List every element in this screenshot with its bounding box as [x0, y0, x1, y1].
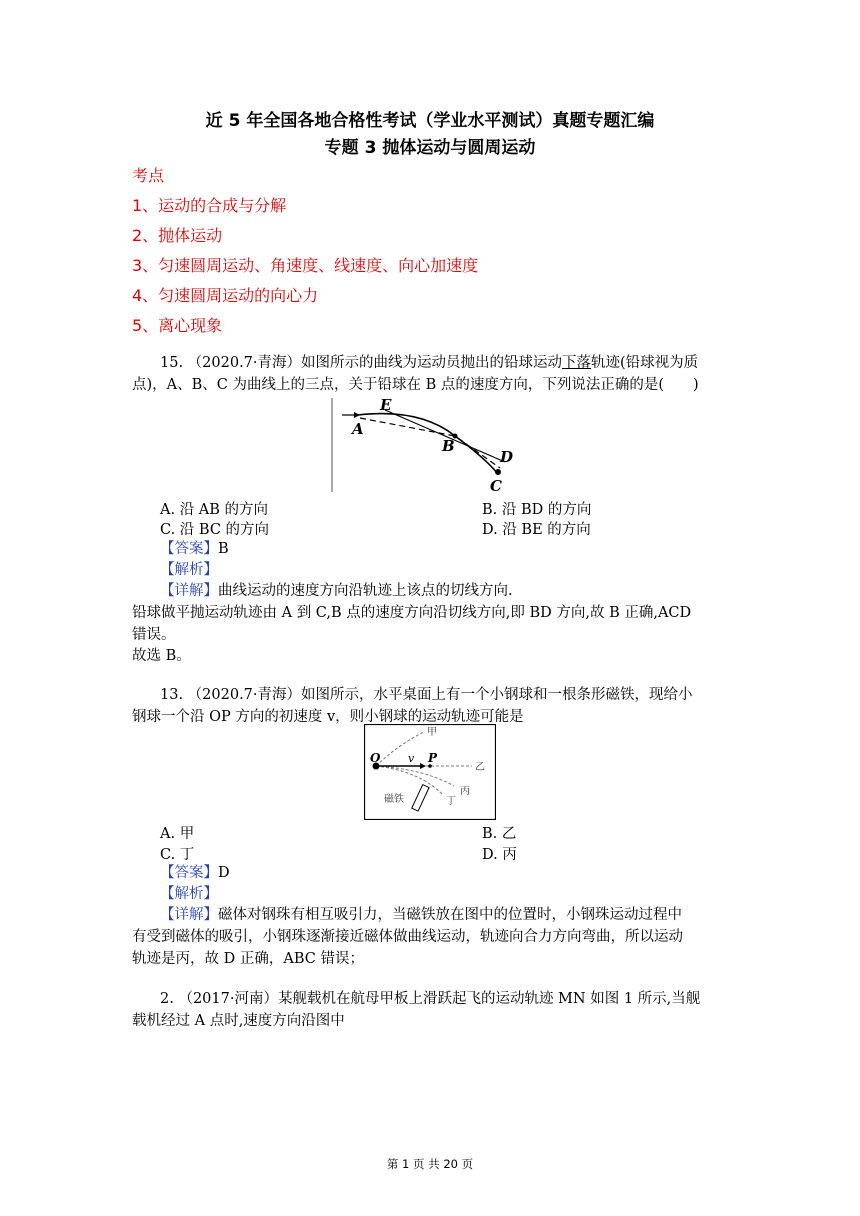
q13-option-d: D. 丙 — [482, 847, 517, 863]
detail-text: 曲线运动的速度方向沿轨迹上该点的切线方向. — [218, 583, 513, 599]
q13-explanation-line2: 轨迹是丙，故 D 正确，ABC 错误； — [132, 951, 364, 967]
q13-stem-line2: 钢球一个沿 OP 方向的初速度 v，则小钢球的运动轨迹可能是 — [132, 709, 524, 725]
kaodian-item: 5、离心现象 — [132, 316, 223, 335]
label-A: A — [352, 420, 364, 438]
trajectory-curve — [358, 414, 498, 474]
q13-explanation-line1: 有受到磁体的吸引，小钢珠逐渐接近磁体做曲线运动，轨迹向合力方向弯曲，所以运动 — [132, 929, 683, 945]
q15-stem-line2: 点)，A、B、C 为曲线上的三点，关于铅球在 B 点的速度方向，下列说法正确的是( ) — [132, 377, 699, 393]
q15-detail — [160, 580, 760, 602]
q15-underlined-text: 下落 — [562, 355, 592, 371]
q13-magnet-figure — [364, 724, 496, 820]
q13-stem-line1: 13. （2020.7·青海）如图所示，水平桌面上有一个小钢球和一根条形磁铁，现给小 — [160, 687, 693, 703]
kaodian-item: 1、运动的合成与分解 — [132, 196, 287, 215]
label-v: v — [408, 752, 415, 765]
page-footer: 第 1 页 共 20 页 — [386, 1157, 474, 1171]
answer-value: B — [218, 541, 229, 557]
q15-option-b: B. 沿 BD 的方向 — [482, 502, 592, 518]
q15-stem-text-end: 轨迹(铅球视为质 — [591, 355, 699, 371]
detail-text: 磁体对钢珠有相互吸引力，当磁铁放在图中的位置时，小钢珠运动过程中 — [218, 907, 682, 923]
q15-trajectory-figure — [330, 398, 530, 494]
kaodian-heading: 考点 — [132, 166, 165, 185]
label-O: O — [370, 751, 381, 765]
q13-option-b: B. 乙 — [482, 826, 517, 842]
kaodian-item: 2、抛体运动 — [132, 226, 223, 245]
q15-analysis-tag: 【解析】 — [160, 562, 218, 578]
answer-tag: 【答案】 — [160, 541, 218, 557]
q2-stem-line2: 载机经过 A 点时,速度方向沿图中 — [132, 1013, 345, 1029]
q15-stem-text: 15. （2020.7·青海）如图所示的曲线为运动员抛出的铅球运动 — [160, 355, 563, 371]
detail-tag: 【详解】 — [160, 907, 218, 923]
answer-value: D — [218, 865, 230, 881]
q15-stem-line1 — [160, 352, 740, 374]
answer-tag: 【答案】 — [160, 865, 218, 881]
label-bing: 丙 — [460, 786, 470, 797]
q15-explanation-line3: 故选 B。 — [132, 648, 191, 664]
q15-option-c: C. 沿 BC 的方向 — [160, 522, 270, 538]
q15-option-d: D. 沿 BE 的方向 — [482, 522, 591, 538]
label-D: D — [500, 448, 514, 466]
q15-explanation-line2: 错误。 — [132, 627, 176, 643]
q13-option-c: C. 丁 — [160, 847, 195, 863]
q13-answer — [160, 862, 760, 884]
label-E: E — [380, 398, 392, 414]
q2-stem-line1: 2. （2017·河南）某舰载机在航母甲板上滑跃起飞的运动轨迹 MN 如图 1 所示,当舰 — [160, 991, 701, 1007]
q15-explanation-line1: 铅球做平抛运动轨迹由 A 到 C,B 点的速度方向沿切线方向,即 BD 方向,故 B 正确,ACD — [132, 605, 692, 621]
q13-analysis-tag: 【解析】 — [160, 886, 218, 902]
label-P: P — [428, 751, 438, 765]
label-C: C — [490, 477, 502, 494]
q13-option-a: A. 甲 — [160, 826, 195, 842]
document-title: 近 5 年全国各地合格性考试（学业水平测试）真题专题汇编 — [205, 111, 655, 131]
q13-detail — [160, 904, 740, 926]
label-yi: 乙 — [475, 762, 485, 773]
chord-dashed-line — [360, 418, 500, 468]
kaodian-item: 4、匀速圆周运动的向心力 — [132, 286, 319, 305]
label-jia: 甲 — [427, 727, 437, 738]
point-C — [495, 469, 501, 475]
label-B: B — [442, 437, 455, 455]
kaodian-item: 3、匀速圆周运动、角速度、线速度、向心加速度 — [132, 256, 479, 275]
q15-answer — [160, 538, 760, 560]
topic-title: 专题 3 抛体运动与圆周运动 — [324, 138, 536, 158]
detail-tag: 【详解】 — [160, 583, 218, 599]
q15-option-a: A. 沿 AB 的方向 — [160, 502, 269, 518]
label-magnet: 磁铁 — [384, 794, 404, 805]
label-ding: 丁 — [446, 796, 456, 807]
